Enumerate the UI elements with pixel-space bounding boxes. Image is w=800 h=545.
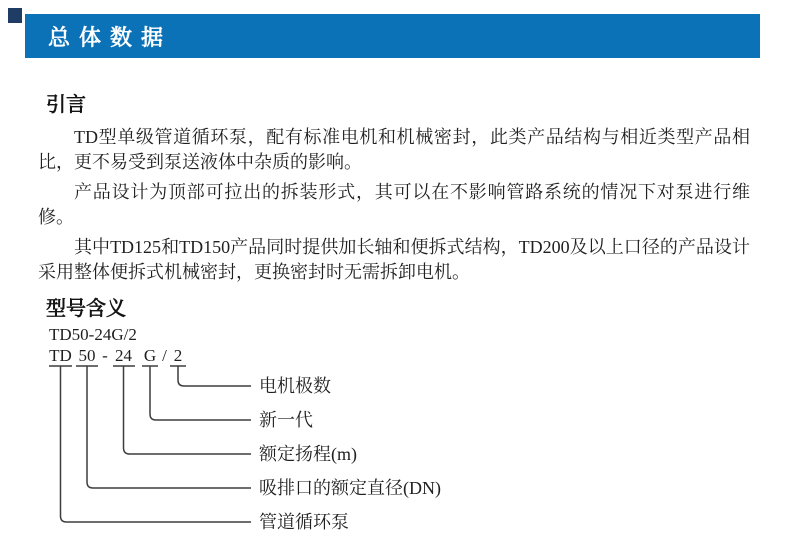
model-breakdown-diagram bbox=[0, 344, 800, 545]
connector-pump-type bbox=[61, 366, 252, 522]
corner-accent-square bbox=[8, 8, 22, 23]
intro-heading: 引言 bbox=[46, 94, 86, 116]
connector-rated-diameter bbox=[87, 366, 251, 488]
code-part-2: 2 bbox=[173, 346, 183, 365]
code-part-g: G bbox=[143, 346, 157, 365]
connector-rated-head bbox=[124, 366, 252, 454]
model-example-code: TD50-24G/2 bbox=[49, 325, 137, 344]
connector-motor-poles bbox=[178, 366, 251, 386]
connector-new-generation bbox=[150, 366, 251, 420]
intro-paragraph-3: 其中TD125和TD150产品同时提供加长轴和便拆式结构，TD200及以上口径的产品设计采用整体便拆式机械密封，更换密封时无需拆卸电机。 bbox=[38, 237, 750, 282]
label-rated-diameter: 吸排口的额定直径(DN) bbox=[259, 478, 441, 498]
code-part-slash: / bbox=[162, 346, 167, 365]
code-part-24: 24 bbox=[115, 346, 132, 365]
label-pump-type: 管道循环泵 bbox=[259, 512, 349, 532]
code-part-dash: - bbox=[102, 346, 108, 365]
intro-section bbox=[38, 94, 750, 290]
label-rated-head: 额定扬程(m) bbox=[259, 444, 357, 464]
intro-paragraph-2: 产品设计为顶部可拉出的拆装形式，其可以在不影响管路系统的情况下对泵进行维修。 bbox=[38, 182, 750, 227]
section-header-bar bbox=[25, 14, 760, 58]
section-title: 总体数据 bbox=[48, 24, 173, 50]
model-meaning-heading: 型号含义 bbox=[46, 298, 126, 320]
label-new-generation: 新一代 bbox=[259, 410, 313, 430]
intro-paragraph-1: TD型单级管道循环泵，配有标准电机和机械密封，此类产品结构与相近类型产品相比，更不易受到泵送液体中杂质的影响。 bbox=[38, 127, 750, 172]
code-part-50: 50 bbox=[78, 346, 96, 365]
code-part-td: TD bbox=[49, 346, 72, 365]
label-motor-poles: 电机极数 bbox=[259, 376, 331, 396]
